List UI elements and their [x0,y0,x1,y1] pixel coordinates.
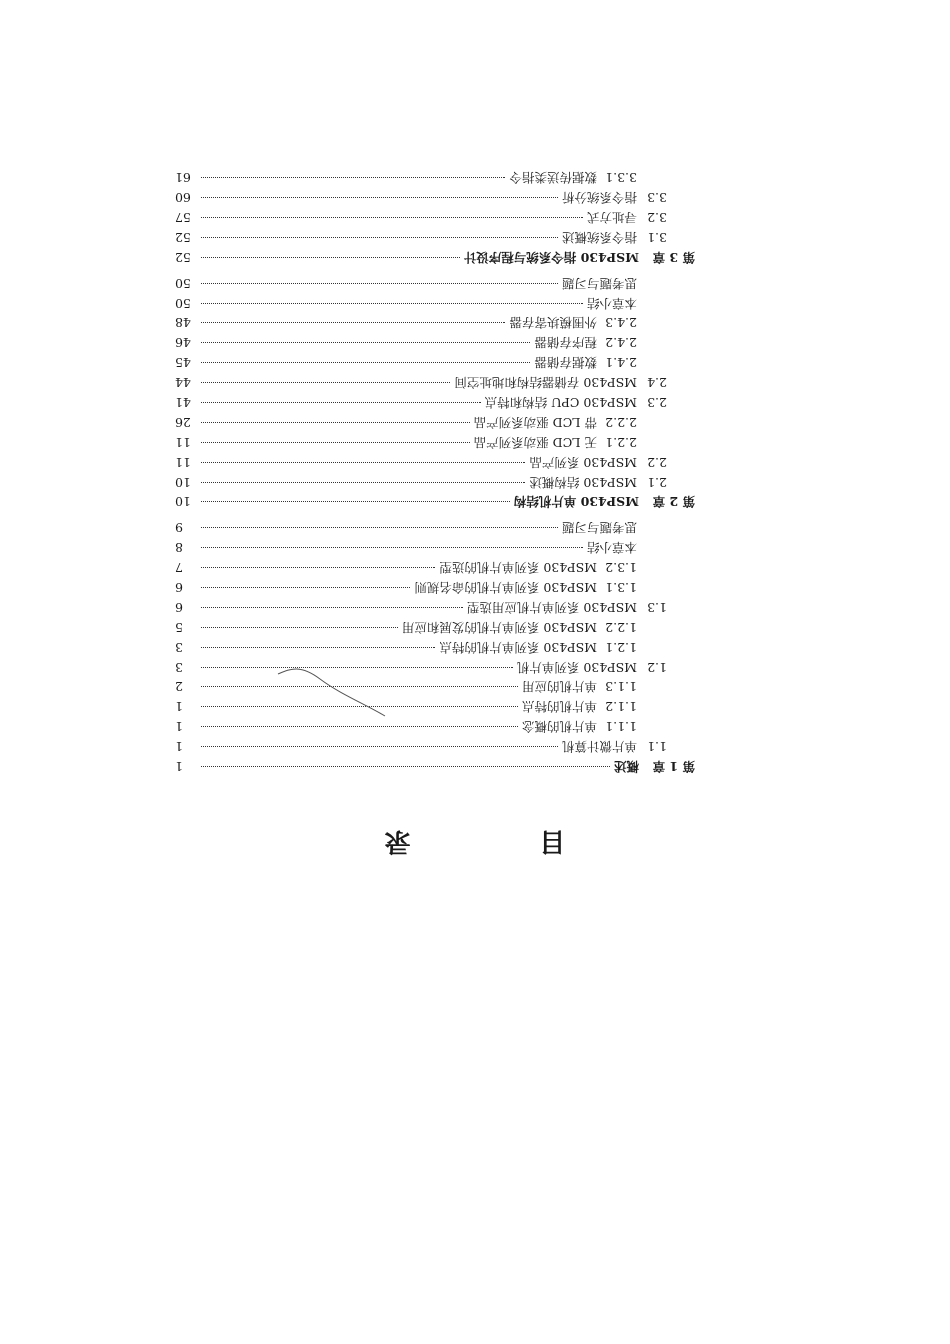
toc-entry-title: 数据传送类指令 [509,170,597,186]
toc-entry-number: 第 3 章 [652,249,695,265]
toc-entry [175,577,695,597]
toc-entry [175,227,695,247]
toc-entry [175,716,695,736]
dot-leader [201,482,525,483]
dot-leader [201,462,525,463]
toc-entry-title: 程序存储器 [534,335,597,351]
pen-scratch-mark [270,664,390,724]
dot-leader [201,217,583,218]
toc-entry-number: 2.2 [647,454,667,470]
toc-entry-title: MSP430 系列单片机的特点 [439,639,597,655]
toc-entry-page: 6 [175,599,183,615]
toc-entry-title: MSP430 系列产品 [529,454,637,470]
toc-entry-page: 46 [175,335,191,351]
toc-entry-page: 1 [175,699,183,715]
toc-entry-title: MSP430 结构概述 [529,474,637,490]
toc-entry [175,657,695,677]
toc-entry-title: MSP430 系列单片机 [516,659,637,675]
toc-entry [175,352,695,372]
toc-entry-title: 外围模块寄存器 [509,315,597,331]
toc-entry-page: 57 [175,209,191,225]
toc-entry-number: 第 2 章 [652,494,695,510]
dot-leader [201,746,558,747]
toc-entry [175,537,695,557]
dot-leader [201,607,463,608]
toc-entry [175,472,695,492]
toc-entry [175,392,695,412]
dot-leader [201,322,505,323]
dot-leader [201,382,450,383]
toc-entry-title: 本章小结 [586,540,637,556]
toc-entry-title: 无 LCD 驱动系列产品 [473,434,597,450]
toc-entry-title: 本章小结 [586,295,637,311]
toc-chapter-entry [175,492,695,512]
toc-entry [175,597,695,617]
toc-entry-number: 1.3.1 [605,579,637,595]
page-title: 目 录 [324,826,566,856]
dot-leader [201,567,435,568]
toc-entry [175,432,695,452]
toc-entry-number: 1.1 [647,739,667,755]
toc-entry-number: 3.3.1 [605,170,637,186]
toc-entry-title: MSP430 系列单片机应用选型 [466,599,637,615]
dot-leader [201,177,505,178]
toc-entry-title: 单片微计算机 [561,739,637,755]
toc-entry-page: 6 [175,579,183,595]
toc-entry-number: 2.4.3 [605,315,637,331]
toc-entry [175,452,695,472]
toc-entry-page: 7 [175,560,183,576]
dot-leader [201,547,583,548]
toc-entry-page: 61 [175,170,191,186]
toc-entry [175,372,695,392]
dot-leader [201,726,518,727]
toc-entry-number: 第 1 章 [652,759,695,774]
toc-entry-number: 1.1.1 [605,719,637,735]
toc-entry [175,167,695,187]
dot-leader [201,647,435,648]
toc-entry-page: 50 [175,295,191,311]
toc-entry-number: 3.3 [647,190,667,206]
dot-leader [201,257,460,258]
dot-leader [201,362,530,363]
toc-entry-title: 指令系统概述 [561,229,637,245]
toc-entry-page: 10 [175,494,191,510]
toc-entry [175,207,695,227]
toc-entry-title: 概述 [613,759,639,774]
toc-entry-title: MSP430 系列单片机的命名规则 [414,579,597,595]
toc-entry [175,557,695,577]
toc-chapter-entry [175,247,695,267]
dot-leader [201,587,410,588]
toc-entry-title: MSP430 系列单片机的发展和应用 [401,619,597,635]
toc-entry-page: 5 [175,619,183,635]
toc-entry-page: 45 [175,355,191,371]
toc-entry-page: 52 [175,229,191,245]
toc-entry-number: 1.1.2 [605,699,637,715]
toc-entry-title: 寻址方式 [586,209,637,225]
toc-entry-number: 2.2.1 [605,434,637,450]
toc-entry-title: MSP430 存储器结构和地址空间 [454,375,637,391]
dot-leader [201,501,510,502]
toc-entry-page: 1 [175,759,183,774]
toc-entry [175,313,695,333]
toc-entry-number: 2.2.2 [605,414,637,430]
toc-entry-page: 52 [175,249,191,265]
toc-entry-number: 2.3 [647,394,667,410]
toc-entry-page: 48 [175,315,191,331]
dot-leader [201,283,558,284]
toc-entry-page: 11 [175,434,191,450]
toc-entry-page: 26 [175,414,191,430]
toc-entry-number: 2.4 [647,375,667,391]
toc-entry-title: 指令系统分析 [561,190,637,206]
toc-entry [175,293,695,313]
toc-entry-title: 带 LCD 驱动系列产品 [473,414,597,430]
toc-entry-number: 1.3.2 [605,560,637,576]
toc-entry-number: 1.3 [647,599,667,615]
toc-entry-number: 1.2.1 [605,639,637,655]
toc-entry [175,517,695,537]
dot-leader [201,197,558,198]
toc-entry [175,187,695,207]
toc-chapter-entry [175,756,695,776]
dot-leader [201,442,470,443]
dot-leader [201,402,481,403]
toc-entry [175,412,695,432]
dot-leader [201,766,610,767]
toc-entry-title: 思考题与习题 [561,520,637,536]
dot-leader [201,422,470,423]
toc-entry-page: 44 [175,375,191,391]
toc-entry-page: 8 [175,540,183,556]
toc-entry [175,696,695,716]
toc-entry-number: 1.2 [647,659,667,675]
toc-entry-number: 2.4.1 [605,355,637,371]
toc-entry [175,273,695,293]
toc-entry-title: 单片机的概念 [521,719,597,735]
toc-entry-number: 3.2 [647,209,667,225]
toc-entry-number: 1.2.2 [605,619,637,635]
toc-entry-page: 1 [175,739,183,755]
toc-entry-page: 3 [175,659,183,675]
toc-entry-page: 1 [175,719,183,735]
toc-entry [175,677,695,697]
toc-entry-title: MSP430 指令系统与程序设计 [463,249,639,265]
toc-entry-title: 单片机的应用 [521,679,597,695]
dot-leader [201,527,558,528]
toc-entry-page: 3 [175,639,183,655]
toc-entry [175,617,695,637]
toc-entry-page: 41 [175,394,191,410]
dot-leader [201,627,398,628]
toc-entry-title: 思考题与习题 [561,275,637,291]
toc-entry-number: 2.4.2 [605,335,637,351]
dot-leader [201,342,530,343]
toc-entry-page: 50 [175,275,191,291]
toc-entry-title: MSP430 CPU 结构和特点 [484,394,637,410]
toc-entry-page: 2 [175,679,183,695]
toc-entry-title: 数据存储器 [534,355,597,371]
toc-entry [175,637,695,657]
toc-entry-number: 3.1 [647,229,667,245]
toc-entry-number: 2.1 [647,474,667,490]
toc-entry-title: MSP430 系列单片机的选型 [439,560,597,576]
toc-entry-page: 60 [175,190,191,206]
dot-leader [201,237,558,238]
toc-entry-page: 11 [175,454,191,470]
toc-entry [175,332,695,352]
dot-leader [201,303,583,304]
toc-entry-title: MSP430 单片机结构 [513,494,639,510]
toc-entry-title: 单片机的特点 [521,699,597,715]
toc-entry-number: 1.1.3 [605,679,637,695]
table-of-contents [175,167,695,776]
toc-entry [175,736,695,756]
toc-entry-page: 9 [175,520,183,536]
toc-entry-page: 10 [175,474,191,490]
